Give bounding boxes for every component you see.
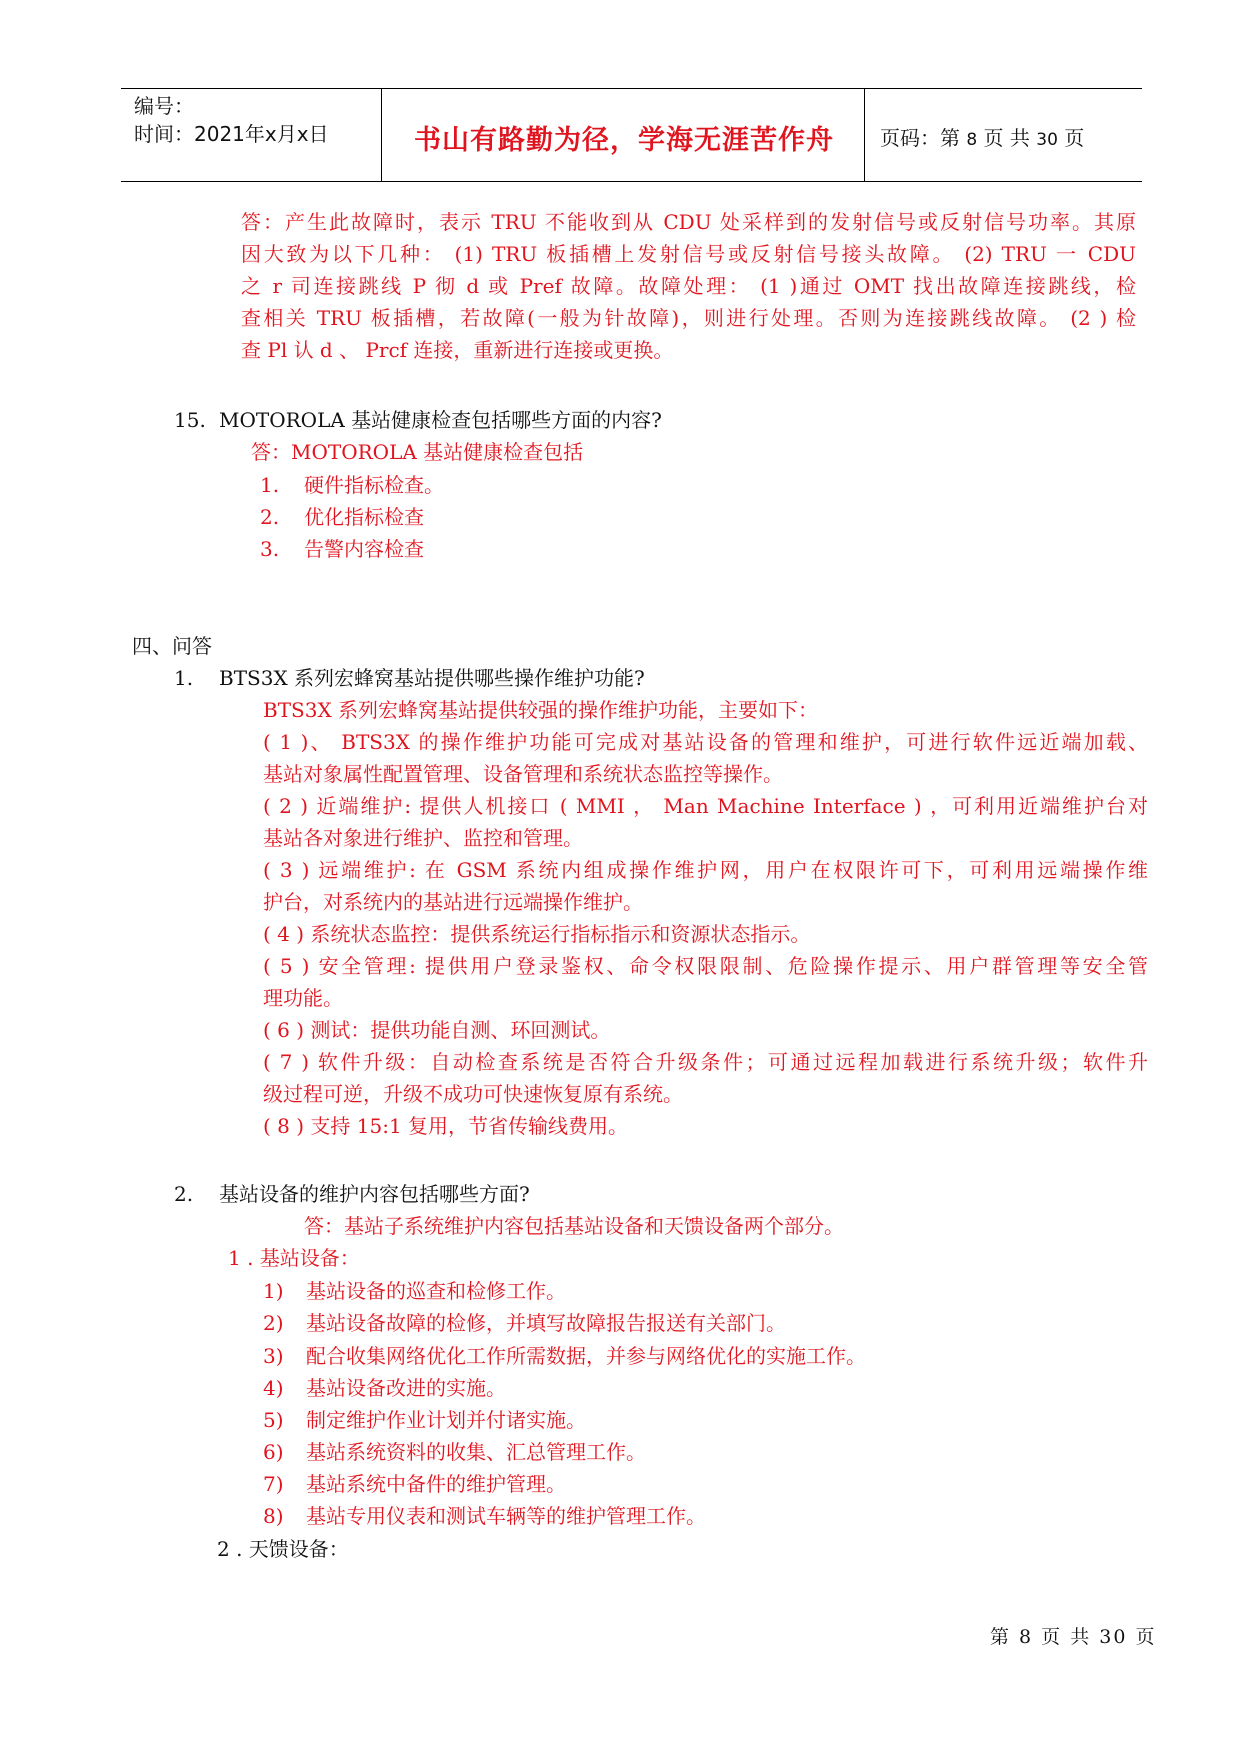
q15-item-text: 告警内容检查 (304, 537, 424, 561)
question-15-text: MOTOROLA 基站健康检查包括哪些方面的内容? (219, 408, 662, 432)
sub1-item-number: 8) (263, 1504, 284, 1528)
page-suffix: 页 (1064, 126, 1085, 150)
answer-1-line: ( 4 ) 系统状态监控：提供系统运行指标指示和资源状态指示。 (263, 922, 811, 946)
header-divider-right (864, 88, 865, 182)
header-top-rule (121, 88, 1142, 89)
time-label: 时间：2021年x月x日 (134, 122, 329, 146)
header-page-info (880, 122, 1084, 151)
page-number: 8 (966, 130, 978, 150)
answer-1-line: ( 5 ) 安全管理: 提供用户登录鉴权、命令权限限制、危险操作提示、用户群管理等安全管 (263, 954, 1148, 978)
section-4-heading: 四、问答 (132, 634, 212, 658)
number-label: 编号： (134, 94, 194, 118)
question-2-number: 2. (174, 1182, 194, 1206)
answer-1-line: 护台，对系统内的基站进行远端操作维护。 (263, 890, 643, 914)
answer-14-line: 答：产生此故障时，表示 TRU 不能收到从 CDU 处采样到的发射信号或反射信号功率。其原 (241, 210, 1136, 234)
answer-1-body (263, 730, 1148, 1146)
sub1-item-number: 5) (263, 1408, 284, 1432)
answer-14-line: 因大致为以下几种： (1) TRU 板插槽上发射信号或反射信号接头故障。 (2) TRU 一 CDU (241, 242, 1136, 266)
q15-item-number: 2. (260, 505, 280, 529)
answer-1-line: ( 3 ) 远端维护: 在 GSM 系统内组成操作维护网，用户在权限许可下，可利用远端操作维 (263, 858, 1148, 882)
answer-1-line: ( 7 ) 软件升级：自动检查系统是否符合升级条件；可通过远程加载进行系统升级；软件升 (263, 1050, 1148, 1074)
sub1-item-number: 1) (263, 1279, 284, 1303)
answer-1-line: 级过程可逆，升级不成功可快速恢复原有系统。 (263, 1082, 683, 1106)
answer-1-line: 理功能。 (263, 986, 343, 1010)
sub1-item-text: 配合收集网络优化工作所需数据，并参与网络优化的实施工作。 (306, 1344, 866, 1368)
answer-1-line: ( 6 ) 测试：提供功能自测、环回测试。 (263, 1018, 611, 1042)
question-15-answer-intro: 答：MOTOROLA 基站健康检查包括 (251, 440, 584, 464)
question-1-text: BTS3X 系列宏蜂窝基站提供哪些操作维护功能? (219, 666, 645, 690)
question-2-text: 基站设备的维护内容包括哪些方面? (219, 1182, 530, 1206)
question-1-number: 1. (174, 666, 194, 690)
q15-item-text: 硬件指标检查。 (304, 473, 444, 497)
header-left-cell (134, 92, 329, 148)
answer-1-line: ( 1 )、 BTS3X 的操作维护功能可完成对基站设备的管理和维护，可进行软件远近端加载、 (263, 730, 1148, 754)
header-divider-left (381, 88, 382, 182)
sub1-item-text: 制定维护作业计划并付诸实施。 (306, 1408, 586, 1432)
answer-14 (241, 210, 1136, 370)
sub1-item-text: 基站设备的巡查和检修工作。 (306, 1279, 566, 1303)
header-motto: 书山有路勤为径，学海无涯苦作舟 (414, 125, 834, 156)
sub1-item-number: 7) (263, 1472, 284, 1496)
subsection-2-heading: 2 . 天馈设备： (217, 1537, 349, 1561)
page-mid: 页 共 (983, 126, 1030, 150)
question-15-number: 15. (174, 408, 206, 432)
q15-item-number: 1. (260, 473, 280, 497)
sub1-item-text: 基站系统资料的收集、汇总管理工作。 (306, 1440, 646, 1464)
answer-1-line: ( 8 ) 支持 15:1 复用，节省传输线费用。 (263, 1114, 629, 1138)
question-2-answer-intro: 答：基站子系统维护内容包括基站设备和天馈设备两个部分。 (304, 1214, 844, 1238)
page-prefix: 页码：第 (880, 126, 960, 150)
sub1-item-number: 3) (263, 1344, 284, 1368)
sub1-item-number: 6) (263, 1440, 284, 1464)
answer-14-line: 查相关 TRU 板插槽，若故障(一般为针故障)，则进行处理。否则为连接跳线故障。 (2 ) 检 (241, 306, 1136, 330)
subsection-1-heading: 1 . 基站设备： (228, 1246, 360, 1270)
q15-item-text: 优化指标检查 (304, 505, 424, 529)
answer-1-line: 基站各对象进行维护、监控和管理。 (263, 826, 583, 850)
header-bottom-rule (121, 181, 1142, 182)
sub1-item-text: 基站专用仪表和测试车辆等的维护管理工作。 (306, 1504, 706, 1528)
page-total: 30 (1036, 130, 1058, 150)
page-footer: 第 8 页 共 30 页 (990, 1626, 1157, 1648)
answer-1-line: 基站对象属性配置管理、设备管理和系统状态监控等操作。 (263, 762, 783, 786)
q15-item-number: 3. (260, 537, 280, 561)
sub1-item-number: 2) (263, 1311, 284, 1335)
sub1-item-number: 4) (263, 1376, 284, 1400)
answer-14-line: 之 r 司连接跳线 P 彻 d 或 Pref 故障。故障处理： (1 )通过 OMT 找出故障连接跳线，检 (241, 274, 1136, 298)
sub1-item-text: 基站系统中备件的维护管理。 (306, 1472, 566, 1496)
answer-1-intro: BTS3X 系列宏蜂窝基站提供较强的操作维护功能，主要如下： (263, 698, 819, 722)
sub1-item-text: 基站设备故障的检修，并填写故障报告报送有关部门。 (306, 1311, 786, 1335)
answer-14-line: 查 Pl 认 d 、 Prcf 连接，重新进行连接或更换。 (241, 338, 674, 362)
answer-1-line: ( 2 ) 近端维护: 提供人机接口 ( MMI ， Man Machine Interface ) ，可利用近端维护台对 (263, 794, 1148, 818)
sub1-item-text: 基站设备改进的实施。 (306, 1376, 506, 1400)
